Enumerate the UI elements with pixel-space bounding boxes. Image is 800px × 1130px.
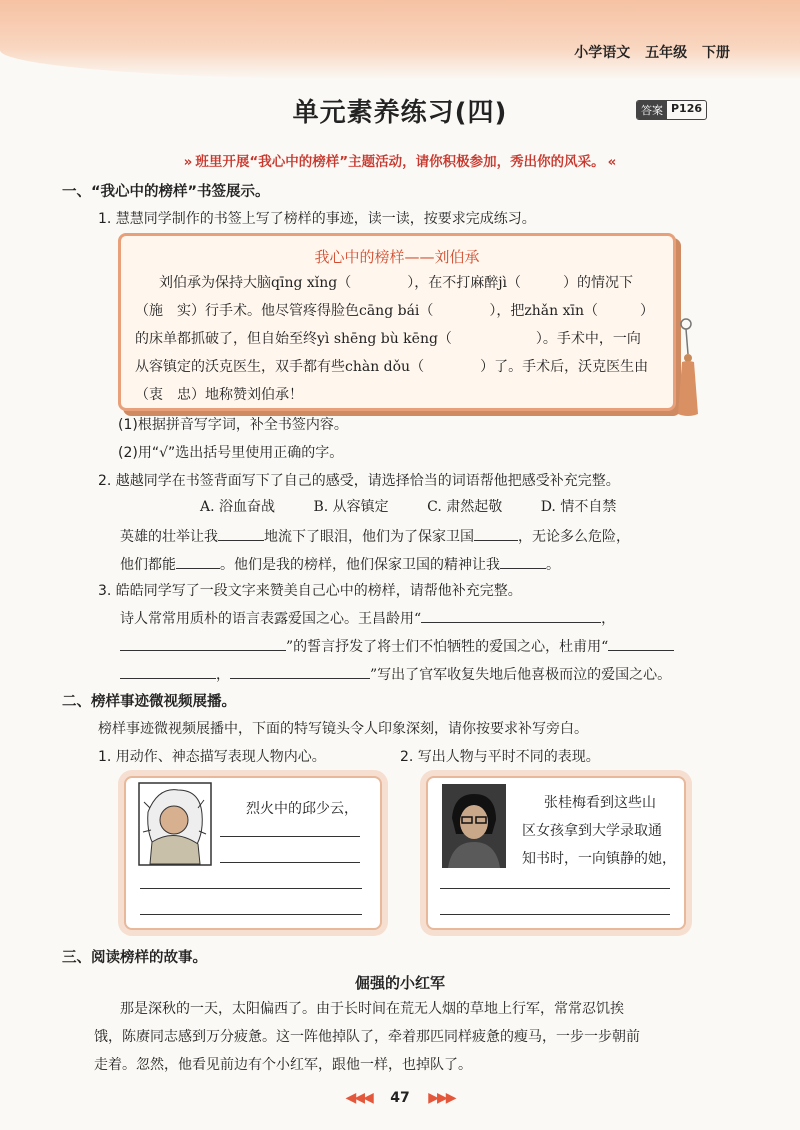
section2-heading: 二、榜样事迹微视频展播。	[62, 694, 236, 710]
q3-text-c: ”的誓言抒发了将士们不怕牺牲的爱国之心，杜甫用“	[286, 639, 609, 655]
task1-prompt: 1. 用动作、神态描写表现人物内心。	[98, 749, 326, 765]
option-c: C. 肃然起敬	[427, 499, 503, 515]
card1-text: 烈火中的邱少云，	[246, 801, 358, 817]
q2-text-e: 。他们是我的榜样，他们保家卫国的精神让我	[220, 557, 500, 573]
header-subject: 小学语文	[574, 45, 631, 61]
soldier-portrait-icon	[138, 782, 212, 866]
theme-banner	[0, 150, 800, 170]
bookmark-title: 我心中的榜样——刘伯承	[314, 248, 480, 266]
blank[interactable]	[218, 528, 264, 541]
option-b: B. 从容镇定	[313, 499, 389, 515]
option-d: D. 情不自禁	[540, 499, 617, 515]
q1-prompt: 1. 慧慧同学制作的书签上写了榜样的事迹，读一读，按要求完成练习。	[98, 211, 536, 227]
q3-text-e: ”写出了官军收复失地后他喜极而泣的爱国之心。	[370, 667, 672, 683]
write-line[interactable]	[440, 914, 670, 915]
write-line[interactable]	[140, 914, 362, 915]
card2-text-line2: 区女孩拿到大学录取通	[522, 823, 662, 839]
q2-text-f: 。	[546, 557, 560, 573]
video-card-1	[124, 776, 382, 930]
theme-text: 班里开展“我心中的榜样”主题活动，请你积极参加，秀出你的风采。	[195, 154, 605, 170]
q2-text-d: 他们都能	[120, 557, 176, 573]
header-grade: 五年级	[645, 45, 688, 61]
blank[interactable]	[230, 666, 370, 679]
arrow-right-icon: ▶▶▶	[428, 1090, 455, 1106]
q3-prompt: 3. 皓皓同学写了一段文字来赞美自己心中的榜样，请帮他补充完整。	[98, 583, 522, 599]
bookmark-line: 的床单都抓破了，但自始至终yì shēng bù kēng（ ）。手术中，一向	[135, 331, 641, 347]
option-a: A. 浴血奋战	[200, 499, 276, 515]
bookmark-line: 从容镇定的沃克医生，双手都有些chàn dǒu（ ）了。手术后，沃克医生由	[135, 359, 649, 375]
answer-tag[interactable]	[636, 100, 707, 120]
page-title: 单元素养练习(四)	[292, 98, 508, 128]
header-term: 下册	[702, 45, 730, 61]
story-title: 倔强的小红军	[354, 974, 445, 992]
write-line[interactable]	[220, 862, 360, 863]
bookmark-line: （衷 忠）地称赞刘伯承！	[135, 387, 303, 403]
blank[interactable]	[608, 638, 674, 651]
arrow-left-icon: ◀◀◀	[345, 1090, 372, 1106]
write-line[interactable]	[140, 888, 362, 889]
teacher-photo-icon	[442, 784, 506, 868]
section1-heading: 一、“我心中的榜样”书签展示。	[62, 184, 270, 200]
section3-heading: 三、阅读榜样的故事。	[62, 950, 207, 966]
answer-label: 答案	[637, 101, 667, 119]
q3-fill-line2	[120, 636, 674, 656]
story-line: 那是深秋的一天，太阳偏西了。由于长时间在荒无人烟的草地上行军，常常忍饥挨	[120, 1001, 624, 1017]
answer-page: P126	[671, 102, 703, 115]
story-line: 走着。忽然，他看见前边有个小红军，跟他一样，也掉队了。	[94, 1057, 472, 1073]
write-line[interactable]	[220, 836, 360, 837]
q3-text-a: 诗人常常用质朴的语言表露爱国之心。王昌龄用“	[120, 611, 422, 627]
section2-intro: 榜样事迹微视频展播中，下面的特写镜头令人印象深刻，请你按要求补写旁白。	[98, 721, 588, 737]
bookmark-card	[118, 233, 676, 411]
page-footer	[0, 1090, 800, 1106]
blank[interactable]	[176, 556, 220, 569]
blank[interactable]	[500, 556, 546, 569]
q2-prompt: 2. 越越同学在书签背面写下了自己的感受，请选择恰当的词语帮他把感受补充完整。	[98, 473, 620, 489]
blank[interactable]	[474, 528, 518, 541]
q3-text-d: ，	[216, 667, 230, 683]
q3-fill-line3	[120, 664, 671, 684]
q3-text-b: ，	[601, 611, 616, 627]
blank[interactable]	[120, 638, 286, 651]
chevron-right-icon: »	[183, 154, 193, 170]
sub2-text: (2)用“√”选出括号里使用正确的字。	[118, 445, 344, 461]
write-line[interactable]	[440, 888, 670, 889]
q3-fill-line1	[120, 608, 615, 628]
video-card-2	[426, 776, 686, 930]
task2-prompt: 2. 写出人物与平时不同的表现。	[400, 749, 600, 765]
q2-text-c: ，无论多么危险，	[518, 529, 630, 545]
bookmark-line: 刘伯承为保持大脑qīng xǐng（ ），在不打麻醉jì（ ）的情况下	[159, 275, 634, 291]
blank[interactable]	[421, 610, 601, 623]
tassel-icon	[674, 318, 704, 418]
page-number: 47	[390, 1090, 410, 1106]
chevron-left-icon: «	[607, 154, 617, 170]
blank[interactable]	[120, 666, 216, 679]
card2-text-line3: 知书时，一向镇静的她，	[522, 851, 676, 867]
sub1-text: (1)根据拼音写字词，补全书签内容。	[118, 417, 348, 433]
bookmark-line: （施 实）行手术。他尽管疼得脸色cāng bái（ ），把zhǎn xīn（ ）	[135, 303, 654, 319]
option-list	[200, 496, 650, 516]
card2-text-line1: 张桂梅看到这些山	[544, 795, 656, 811]
story-line: 饿，陈赓同志感到万分疲惫。这一阵他掉队了，牵着那匹同样疲惫的瘦马，一步一步朝前	[94, 1029, 640, 1045]
q2-text-b: 地流下了眼泪，他们为了保家卫国	[264, 529, 474, 545]
q2-text-a: 英雄的壮举让我	[120, 529, 218, 545]
header-info	[574, 42, 730, 62]
header-band	[0, 0, 800, 80]
q2-fill-line1	[120, 526, 630, 546]
q2-fill-line2	[120, 554, 560, 574]
